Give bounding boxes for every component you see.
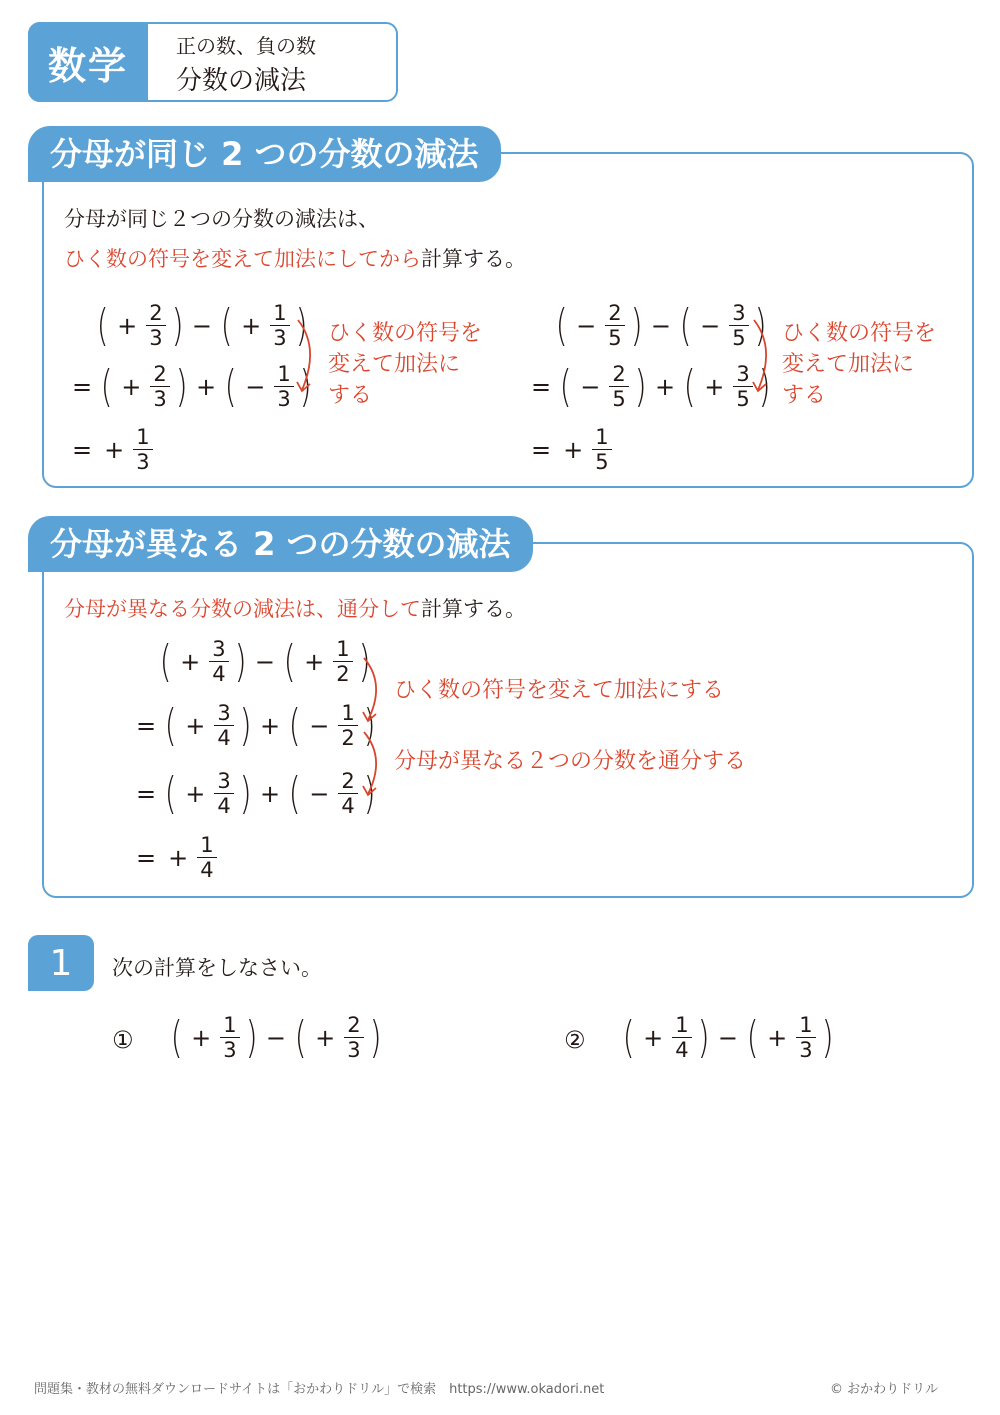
numerator: 1 <box>333 638 352 662</box>
sign: − <box>576 311 597 340</box>
s1-ex1-row1 <box>94 299 310 351</box>
s2-arrow2 <box>362 730 392 800</box>
fraction <box>146 302 165 349</box>
sign: + <box>168 843 189 872</box>
fraction <box>672 1014 691 1061</box>
sign: + <box>241 311 262 340</box>
denominator: 5 <box>608 326 622 351</box>
denominator: 4 <box>200 858 214 883</box>
operator: + <box>654 372 676 401</box>
operator: − <box>717 1023 738 1052</box>
denominator: 2 <box>336 662 350 687</box>
section2-line-red: 分母が異なる分数の減法は、通分して <box>64 597 421 621</box>
operator: − <box>191 311 212 340</box>
numerator: 1 <box>274 363 293 387</box>
s1-ex2-row3 <box>525 426 615 473</box>
open-paren: ( <box>288 699 301 751</box>
close-paren: ) <box>245 1011 258 1063</box>
open-paren: ( <box>283 635 296 687</box>
close-paren: ) <box>239 699 252 751</box>
sign: − <box>309 779 330 808</box>
denominator: 3 <box>799 1038 813 1063</box>
fraction <box>605 302 624 349</box>
numerator: 2 <box>609 363 628 387</box>
section1-line2-red: ひく数の符号を変えて加法にしてから <box>64 247 421 271</box>
s1-ex2-note-l3: する <box>782 383 827 408</box>
open-paren: ( <box>224 360 237 412</box>
fraction <box>197 834 216 881</box>
denominator: 3 <box>223 1038 237 1063</box>
section2-line-black: 計算する。 <box>421 597 526 621</box>
sign: + <box>315 1023 336 1052</box>
open-paren: ( <box>159 635 172 687</box>
s1-ex2-arrow <box>752 318 782 398</box>
close-paren: ) <box>295 299 308 351</box>
operator: + <box>195 372 217 401</box>
operator: − <box>265 1023 286 1052</box>
fraction <box>214 702 233 749</box>
sign: − <box>700 311 721 340</box>
open-paren: ( <box>683 360 696 412</box>
operator: + <box>259 711 281 740</box>
numerator: 3 <box>214 702 233 726</box>
problem2-label: ② <box>564 1026 586 1054</box>
subject-label: 数学 <box>28 22 148 102</box>
sign: + <box>185 779 206 808</box>
sign: − <box>580 372 601 401</box>
s2-row1 <box>157 635 373 687</box>
fraction <box>338 770 357 817</box>
close-paren: ) <box>754 299 767 351</box>
equals-sign: = <box>72 372 93 401</box>
sign: + <box>767 1023 788 1052</box>
denominator: 5 <box>595 450 609 475</box>
problem1-expression <box>168 1011 384 1063</box>
equals-sign: = <box>136 711 157 740</box>
fraction <box>733 363 752 410</box>
close-paren: ) <box>634 360 647 412</box>
s2-row4 <box>130 834 220 881</box>
close-paren: ) <box>363 767 376 819</box>
numerator: 2 <box>146 302 165 326</box>
close-paren: ) <box>175 360 188 412</box>
open-paren: ( <box>679 299 692 351</box>
numerator: 1 <box>220 1014 239 1038</box>
numerator: 1 <box>197 834 216 858</box>
numerator: 3 <box>214 770 233 794</box>
numerator: 1 <box>796 1014 815 1038</box>
sign: + <box>704 372 725 401</box>
exercise-number: 1 <box>28 935 94 991</box>
fraction <box>133 426 152 473</box>
numerator: 2 <box>338 770 357 794</box>
open-paren: ( <box>96 299 109 351</box>
fraction <box>609 363 628 410</box>
denominator: 5 <box>732 326 746 351</box>
operator: + <box>259 779 281 808</box>
numerator: 3 <box>729 302 748 326</box>
open-paren: ( <box>164 699 177 751</box>
open-paren: ( <box>220 299 233 351</box>
section1-title: 分母が同じ 2 つの分数の減法 <box>28 126 501 182</box>
denominator: 5 <box>612 387 626 412</box>
sign: − <box>245 372 266 401</box>
numerator: 2 <box>344 1014 363 1038</box>
close-paren: ) <box>234 635 247 687</box>
s1-ex2-note <box>782 318 936 411</box>
fraction <box>344 1014 363 1061</box>
denominator: 4 <box>341 794 355 819</box>
sign: + <box>104 435 125 464</box>
s1-ex2-row2 <box>525 360 773 412</box>
denominator: 4 <box>212 662 226 687</box>
s1-ex1-arrow <box>296 318 326 398</box>
numerator: 1 <box>672 1014 691 1038</box>
close-paren: ) <box>758 360 771 412</box>
close-paren: ) <box>299 360 312 412</box>
fraction <box>592 426 611 473</box>
numerator: 1 <box>592 426 611 450</box>
denominator: 4 <box>217 794 231 819</box>
equals-sign: = <box>531 372 552 401</box>
s2-row2 <box>130 699 378 751</box>
equals-sign: = <box>531 435 552 464</box>
s2-note2: 分母が異なる２つの分数を通分する <box>394 749 747 774</box>
s1-ex2-note-l2: 変えて加法に <box>782 352 915 377</box>
fraction <box>214 770 233 817</box>
open-paren: ( <box>170 1011 183 1063</box>
sign: + <box>117 311 138 340</box>
equals-sign: = <box>136 843 157 872</box>
close-paren: ) <box>171 299 184 351</box>
s1-ex1-row2 <box>66 360 314 412</box>
denominator: 3 <box>149 326 163 351</box>
close-paren: ) <box>697 1011 710 1063</box>
denominator: 5 <box>736 387 750 412</box>
open-paren: ( <box>294 1011 307 1063</box>
operator: − <box>254 647 275 676</box>
equals-sign: = <box>136 779 157 808</box>
sign: + <box>304 647 325 676</box>
denominator: 4 <box>675 1038 689 1063</box>
close-paren: ) <box>821 1011 834 1063</box>
open-paren: ( <box>100 360 113 412</box>
exercise-instruction: 次の計算をしなさい。 <box>112 956 322 980</box>
section1-line2 <box>64 243 526 273</box>
s1-ex1-note <box>328 318 482 411</box>
s1-ex1-note-l1: ひく数の符号を <box>328 321 483 346</box>
numerator: 3 <box>209 638 228 662</box>
s1-ex1-note-l2: 変えて加法に <box>328 352 461 377</box>
open-paren: ( <box>559 360 572 412</box>
close-paren: ) <box>363 699 376 751</box>
close-paren: ) <box>358 635 371 687</box>
denominator: 3 <box>273 326 287 351</box>
denominator: 3 <box>347 1038 361 1063</box>
problem1-label: ① <box>112 1026 134 1054</box>
s1-ex2-note-l1: ひく数の符号を <box>782 321 937 346</box>
footer-text: 問題集・教材の無料ダウンロードサイトは「おかわりドリル」で検索 https://www.okadori.net <box>34 1382 605 1397</box>
fraction <box>338 702 357 749</box>
numerator: 1 <box>270 302 289 326</box>
s2-note1: ひく数の符号を変えて加法にする <box>394 678 725 703</box>
denominator: 3 <box>277 387 291 412</box>
numerator: 2 <box>605 302 624 326</box>
open-paren: ( <box>746 1011 759 1063</box>
s1-ex2-row1 <box>553 299 769 351</box>
sign: + <box>121 372 142 401</box>
denominator: 3 <box>153 387 167 412</box>
section2-title: 分母が異なる 2 つの分数の減法 <box>28 516 533 572</box>
fraction <box>333 638 352 685</box>
fraction <box>270 302 289 349</box>
fraction <box>729 302 748 349</box>
sign: + <box>180 647 201 676</box>
close-paren: ) <box>369 1011 382 1063</box>
operator: − <box>650 311 671 340</box>
sign: + <box>185 711 206 740</box>
sign: + <box>191 1023 212 1052</box>
section1-line1: 分母が同じ２つの分数の減法は、 <box>64 207 379 231</box>
section1-line2-black: 計算する。 <box>421 247 526 271</box>
numerator: 3 <box>733 363 752 387</box>
fraction <box>796 1014 815 1061</box>
equals-sign: = <box>72 435 93 464</box>
close-paren: ) <box>630 299 643 351</box>
sign: + <box>563 435 584 464</box>
unit-label: 正の数、負の数 <box>176 34 316 58</box>
open-paren: ( <box>288 767 301 819</box>
numerator: 2 <box>150 363 169 387</box>
s2-row3 <box>130 767 378 819</box>
fraction <box>209 638 228 685</box>
close-paren: ) <box>239 767 252 819</box>
sign: − <box>309 711 330 740</box>
fraction <box>220 1014 239 1061</box>
open-paren: ( <box>622 1011 635 1063</box>
fraction <box>274 363 293 410</box>
footer-copyright: © おかわりドリル <box>830 1382 939 1397</box>
open-paren: ( <box>164 767 177 819</box>
denominator: 2 <box>341 726 355 751</box>
numerator: 1 <box>338 702 357 726</box>
s2-arrow1 <box>362 656 392 726</box>
denominator: 4 <box>217 726 231 751</box>
numerator: 1 <box>133 426 152 450</box>
s1-ex1-row3 <box>66 426 156 473</box>
page-title: 分数の減法 <box>176 66 307 96</box>
fraction <box>150 363 169 410</box>
problem2-expression <box>620 1011 836 1063</box>
open-paren: ( <box>555 299 568 351</box>
s1-ex1-note-l3: する <box>328 383 373 408</box>
sign: + <box>643 1023 664 1052</box>
denominator: 3 <box>136 450 150 475</box>
section2-line <box>64 593 526 623</box>
